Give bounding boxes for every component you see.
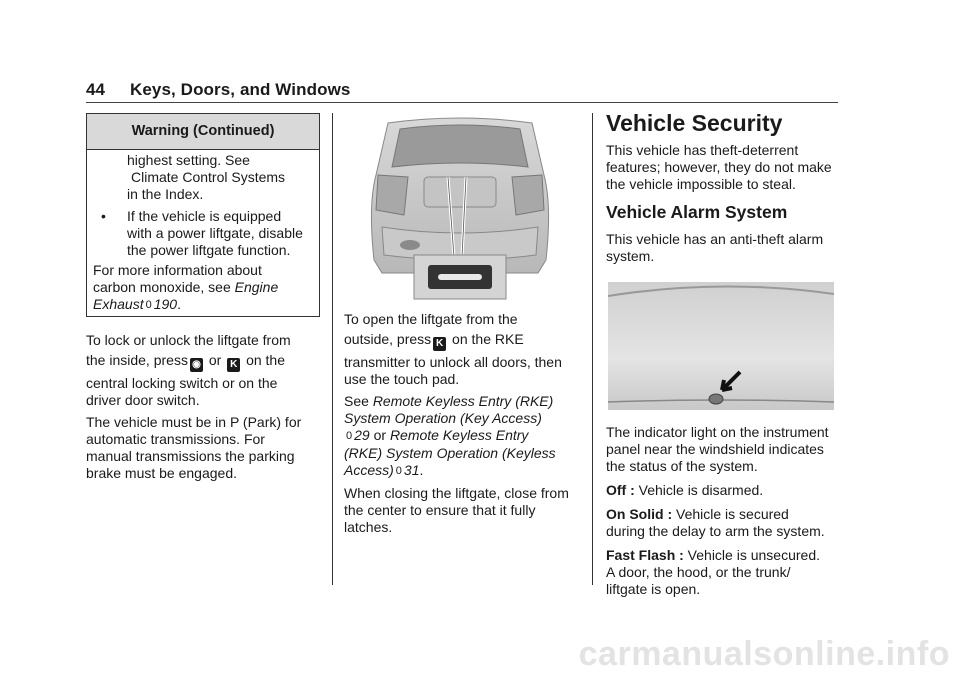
text-line: system. bbox=[606, 248, 655, 264]
security-indicator-illustration bbox=[608, 282, 834, 410]
header-rule bbox=[86, 102, 838, 103]
text-line: on the bbox=[242, 352, 286, 368]
warning-line: If the vehicle is equipped bbox=[127, 208, 282, 224]
warning-line: Climate Control Systems bbox=[131, 169, 286, 185]
rke-keyless-access-link[interactable]: (RKE) System Operation (Keyless bbox=[344, 445, 556, 461]
warning-line: with a power liftgate, disable bbox=[127, 225, 303, 241]
rke-keyless-access-link[interactable]: Remote Keyless Entry bbox=[389, 427, 529, 443]
text-line: Vehicle is secured bbox=[672, 506, 789, 522]
alarm-intro bbox=[606, 231, 846, 265]
text-line: latches. bbox=[344, 519, 393, 535]
status-label-fast-flash: Fast Flash : bbox=[606, 547, 684, 563]
column-3-status bbox=[606, 424, 846, 598]
text-line: transmitter to unlock all doors, then bbox=[344, 354, 562, 370]
text-line: A door, the hood, or the trunk/ bbox=[606, 564, 791, 580]
text-line: To lock or unlock the liftgate from bbox=[86, 332, 291, 348]
section-heading-vehicle-security: Vehicle Security bbox=[606, 110, 783, 136]
warning-text bbox=[127, 152, 285, 203]
text-line: automatic transmissions. For bbox=[86, 431, 265, 447]
status-label-off: Off : bbox=[606, 482, 635, 498]
warning-bullet-text bbox=[127, 208, 303, 259]
engine-exhaust-link[interactable]: Engine bbox=[234, 279, 279, 295]
text-line: When closing the liftgate, close from bbox=[344, 485, 569, 501]
rke-key-access-link[interactable]: Remote Keyless Entry (RKE) bbox=[372, 393, 554, 409]
text-line: the inside, press bbox=[86, 352, 188, 368]
text-line: The indicator light on the instrument bbox=[606, 424, 829, 440]
text-line: See bbox=[344, 393, 373, 409]
text-line: brake must be engaged. bbox=[86, 465, 237, 481]
text-line: on the RKE bbox=[448, 331, 524, 347]
column-1-text bbox=[86, 332, 326, 482]
subheading-vehicle-alarm-system: Vehicle Alarm System bbox=[606, 202, 788, 222]
text-line: outside, press bbox=[344, 331, 432, 347]
text-line: This vehicle has theft-deterrent bbox=[606, 142, 799, 158]
page-number: 44 bbox=[86, 80, 106, 99]
page-ref[interactable]: 29 bbox=[354, 427, 370, 443]
warning-line: the power liftgate function. bbox=[127, 242, 291, 258]
text-line: use the touch pad. bbox=[344, 371, 460, 387]
text-line: the status of the system. bbox=[606, 458, 758, 474]
punct: . bbox=[419, 462, 424, 478]
text-line: The vehicle must be in P (Park) for bbox=[86, 414, 302, 430]
text-line: Vehicle is unsecured. bbox=[683, 547, 820, 563]
page-ref-arrow-icon: 0 bbox=[346, 430, 353, 442]
column-3-intro bbox=[606, 142, 846, 193]
warning-line: carbon monoxide, see bbox=[93, 279, 235, 295]
warning-line: highest setting. See bbox=[127, 152, 250, 168]
unlock-key-icon: K bbox=[433, 337, 446, 351]
text-line: or bbox=[369, 427, 390, 443]
lock-key-icon: ◉ bbox=[190, 358, 203, 372]
text-line: To open the liftgate from the bbox=[344, 311, 518, 327]
unlock-key-icon: K bbox=[227, 358, 240, 372]
page-ref[interactable]: 31 bbox=[403, 462, 420, 478]
rke-key-access-link[interactable]: System Operation (Key Access) bbox=[344, 410, 542, 426]
rke-keyless-access-link[interactable]: Access) bbox=[344, 462, 394, 478]
column-divider-2 bbox=[592, 113, 593, 585]
status-label-on-solid: On Solid : bbox=[606, 506, 673, 522]
text-line: the center to ensure that it fully bbox=[344, 502, 536, 518]
warning-box bbox=[86, 113, 320, 317]
warning-title: Warning (Continued) bbox=[87, 114, 319, 150]
text-line: features; however, they do not make bbox=[606, 159, 832, 175]
page-ref-arrow-icon: 0 bbox=[145, 299, 152, 311]
page-ref[interactable]: 190 bbox=[153, 296, 178, 312]
watermark: carmanualsonline.info bbox=[578, 635, 950, 673]
page-ref-arrow-icon: 0 bbox=[395, 465, 402, 477]
text-line: liftgate is open. bbox=[606, 581, 701, 597]
text-line: This vehicle has an anti-theft alarm bbox=[606, 231, 824, 247]
car-rear-liftgate-illustration bbox=[368, 115, 552, 303]
text-line: central locking switch or on the bbox=[86, 375, 278, 391]
text-line: during the delay to arm the system. bbox=[606, 523, 825, 539]
warning-more-info bbox=[93, 262, 278, 314]
warning-line: For more information about bbox=[93, 262, 262, 278]
text-line: Vehicle is disarmed. bbox=[634, 482, 764, 498]
text-line: the vehicle impossible to steal. bbox=[606, 176, 796, 192]
punct: . bbox=[177, 296, 181, 312]
engine-exhaust-link[interactable]: Exhaust bbox=[93, 296, 144, 312]
warning-line: in the Index. bbox=[127, 186, 204, 202]
text-line: manual transmissions the parking bbox=[86, 448, 295, 464]
column-2-text bbox=[344, 311, 584, 536]
text-line: panel near the windshield indicates bbox=[606, 441, 824, 457]
column-divider-1 bbox=[332, 113, 333, 585]
page-header bbox=[86, 80, 350, 100]
text-line: driver door switch. bbox=[86, 392, 200, 408]
text-line: or bbox=[204, 352, 226, 368]
section-title: Keys, Doors, and Windows bbox=[130, 80, 351, 99]
warning-bullet: • bbox=[101, 208, 106, 224]
